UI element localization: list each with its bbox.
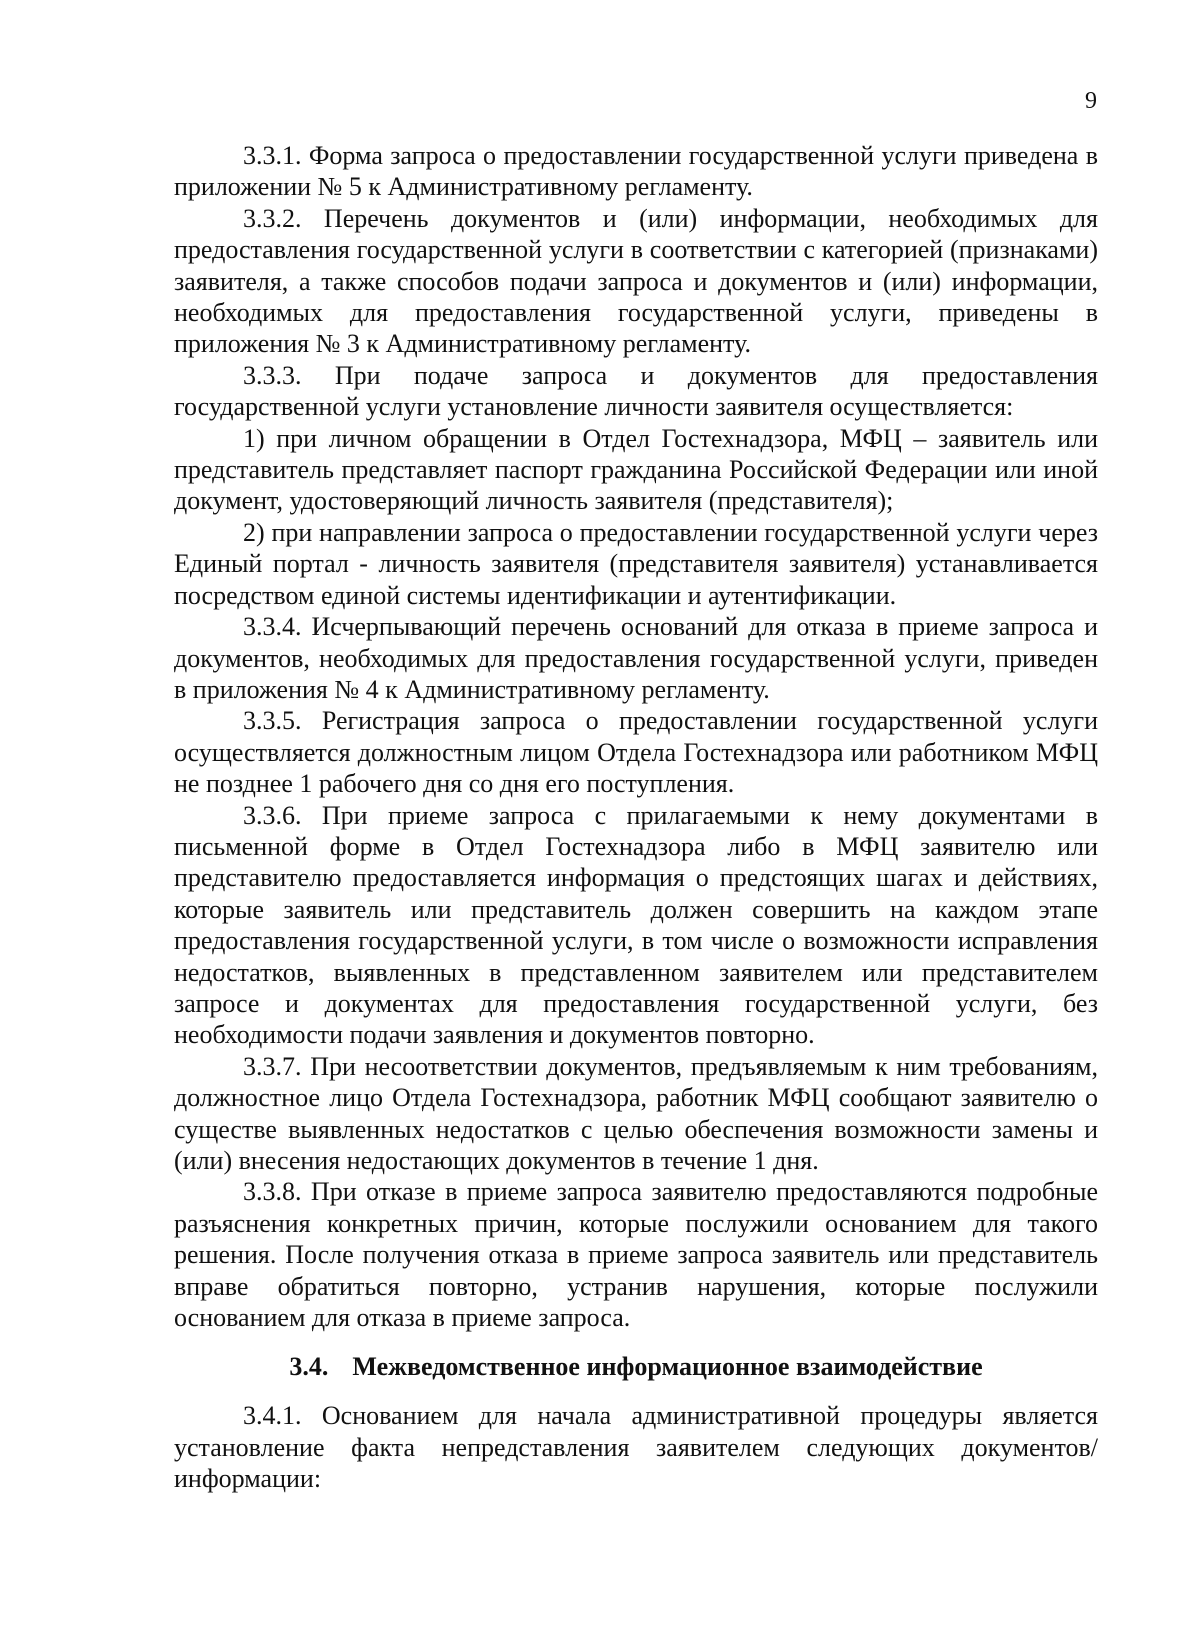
section-heading xyxy=(174,1351,1098,1382)
list-item-1: 1) при личном обращении в Отдел Гостехнадзора, МФЦ – заявитель или представитель представляет паспорт гражданина Российской Федерации или иной документ, удостоверяющий личность заявителя (представителя); xyxy=(174,423,1098,516)
paragraph-3-3-1: 3.3.1. Форма запроса о предоставлении государственной услуги приведена в приложении № 5 к Административному регламенту. xyxy=(174,141,1098,202)
document-body xyxy=(174,140,1098,1495)
paragraph-3-3-3: 3.3.3. При подаче запроса и документов для предоставления государственной услуги установление личности заявителя осуществляется: xyxy=(174,360,1098,422)
paragraph-3-3-6: 3.3.6. При приеме запроса с прилагаемыми к нему документами в письменной форме в Отдел Гостехнадзора либо в МФЦ заявителю или представителю предоставляется информация о предстоящих шагах и действиях, которые заявитель или представитель должен совершить на каждом этапе предоставления государственной услуги, в том числе о возможности исправления недостатков, выявленных в представленном заявителем или представителем запросе и документах для предоставления государственной услуги, без необходимости подачи заявления и документов повторно. xyxy=(174,800,1098,1050)
paragraph-3-3-4: 3.3.4. Исчерпывающий перечень оснований для отказа в приеме запроса и документов, необходимых для предоставления государственной услуги, приведен в приложения № 4 к Административному регламенту. xyxy=(174,612,1098,704)
page-number: 9 xyxy=(1085,88,1097,114)
paragraph-3-3-2: 3.3.2. Перечень документов и (или) информации, необходимых для предоставления государственной услуги в соответствии с категорией (признаками) заявителя, а также способов подачи запроса и документов и (или) информации, необходимых для предоставления государственной услуги, приведены в приложения № 3 к Административному регламенту. xyxy=(174,203,1098,359)
section-number: 3.4. xyxy=(289,1352,329,1382)
paragraph-3-4-1: 3.4.1. Основанием для начала административной процедуры является установление факта непредставления заявителем следующих документов/информации: xyxy=(174,1401,1098,1494)
section-title: Межведомственное информационное взаимодействие xyxy=(352,1352,983,1382)
list-item-2: 2) при направлении запроса о предоставлении государственной услуги через Единый портал - личность заявителя (представителя заявителя) устанавливается посредством единой системы идентификации и аутентификации. xyxy=(174,517,1098,610)
paragraph-3-3-8: 3.3.8. При отказе в приеме запроса заявителю предоставляются подробные разъяснения конкретных причин, которые послужили основанием для такого решения. После получения отказа в приеме запроса заявитель или представитель вправе обратиться повторно, устранив нарушения, которые послужили основанием для отказа в приеме запроса. xyxy=(174,1177,1098,1333)
paragraph-3-3-5: 3.3.5. Регистрация запроса о предоставлении государственной услуги осуществляется должностным лицом Отдела Гостехнадзора или работником МФЦ не позднее 1 рабочего дня со дня его поступления. xyxy=(174,706,1098,799)
paragraph-3-3-7: 3.3.7. При несоответствии документов, предъявляемым к ним требованиям, должностное лицо Отдела Гостехнадзора, работник МФЦ сообщают заявителю о существе выявленных недостатков с целью обеспечения возможности замены и (или) внесения недостающих документов в течение 1 дня. xyxy=(174,1051,1098,1175)
